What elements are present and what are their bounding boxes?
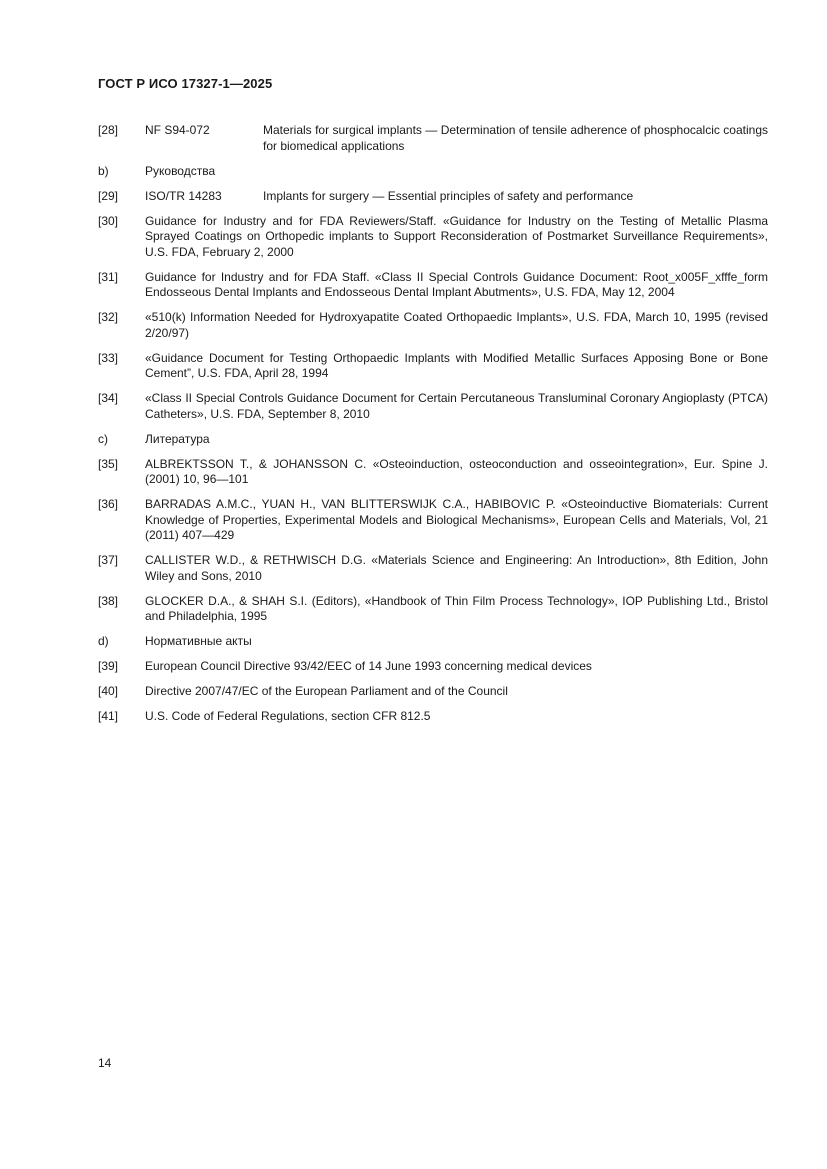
reference-number: [35] <box>98 456 119 471</box>
reference-item <box>98 270 768 301</box>
section-title: Руководства <box>145 163 216 178</box>
reference-number: [32] <box>98 310 119 324</box>
reference-item <box>98 709 768 725</box>
reference-number: [28] <box>98 123 119 137</box>
reference-text: European Council Directive 93/42/EEC of 14 June 1993 concerning medical devices <box>145 659 592 673</box>
reference-number: [41] <box>98 709 119 723</box>
reference-code: NF S94-072 <box>145 123 210 137</box>
reference-text: Directive 2007/47/EC of the European Parliament and of the Council <box>145 684 508 698</box>
reference-number: [33] <box>98 350 119 365</box>
section-letter: b) <box>98 163 109 178</box>
reference-text: «Class II Special Controls Guidance Document for Certain Percutaneous Transluminal Coronary Angioplasty (PTCA) Catheters», U.S. FDA, September 8, 2010 <box>145 391 768 421</box>
section-title: Нормативные акты <box>145 634 252 648</box>
reference-text: BARRADAS A.M.C., YUAN H., VAN BLITTERSWIJK C.A., HABIBOVIC P. «Osteoinductive Biomaterials: Current Knowledge of Properties, Experimental Models and Biological Mechanisms», European Cells and Materials, Vol, 21 (2011) 407—429 <box>145 497 768 542</box>
reference-list <box>98 123 768 734</box>
section-heading <box>98 432 768 448</box>
reference-item <box>98 659 768 675</box>
section-letter: d) <box>98 634 109 648</box>
section-heading <box>98 634 768 650</box>
reference-text: Guidance for Industry and for FDA Staff. «Class II Special Controls Guidance Document: Root_x005F_xfffe_form Endosseous Dental Implants and Endosseous Dental Implant Abutments», U.S. FDA, May 12, 2004 <box>145 269 768 299</box>
reference-item <box>98 123 768 154</box>
reference-item <box>98 391 768 422</box>
reference-item <box>98 189 768 205</box>
section-title: Литература <box>145 431 210 446</box>
reference-text: GLOCKER D.A., & SHAH S.I. (Editors), «Handbook of Thin Film Process Technology», IOP Publishing Ltd., Bristol and Philadelphia, 1995 <box>145 593 768 623</box>
reference-item <box>98 310 768 341</box>
reference-item <box>98 457 768 488</box>
reference-text: Materials for surgical implants — Determination of tensile adherence of phosphocalcic coatings for biomedical applications <box>263 123 768 153</box>
reference-item <box>98 594 768 625</box>
reference-text: U.S. Code of Federal Regulations, section CFR 812.5 <box>145 709 431 723</box>
reference-number: [30] <box>98 213 119 228</box>
reference-code: ISO/TR 14283 <box>145 188 222 203</box>
reference-text: «510(k) Information Needed for Hydroxyapatite Coated Orthopaedic Implants», U.S. FDA, March 10, 1995 (revised 2/20/97) <box>145 310 768 340</box>
reference-number: [38] <box>98 593 119 608</box>
page-number: 14 <box>98 1056 112 1070</box>
document-header: ГОСТ Р ИСО 17327-1—2025 <box>98 76 273 91</box>
reference-number: [31] <box>98 269 119 284</box>
reference-number: [36] <box>98 497 119 511</box>
reference-number: [29] <box>98 188 119 203</box>
section-letter: c) <box>98 431 108 446</box>
reference-text: ALBREKTSSON T., & JOHANSSON C. «Osteoinduction, osteoconduction and osseointegration», Eur. Spine J. (2001) 10, 96—101 <box>145 456 768 486</box>
reference-text: Implants for surgery — Essential principles of safety and performance <box>263 188 634 203</box>
reference-number: [37] <box>98 553 119 567</box>
reference-item <box>98 553 768 584</box>
reference-text: «Guidance Document for Testing Orthopaedic Implants with Modified Metallic Surfaces Apposing Bone or Bone Cement”, U.S. FDA, April 28, 1994 <box>145 350 768 380</box>
section-heading <box>98 164 768 180</box>
reference-item <box>98 497 768 544</box>
reference-text: Guidance for Industry and for FDA Reviewers/Staff. «Guidance for Industry on the Testing of Metallic Plasma Sprayed Coatings on Orthopedic implants to Support Reconsideration of Postmarket Surveillance Requirements», U.S. FDA, February 2, 2000 <box>145 213 768 259</box>
reference-item <box>98 684 768 700</box>
reference-number: [39] <box>98 659 119 673</box>
reference-number: [34] <box>98 391 119 405</box>
reference-number: [40] <box>98 684 119 698</box>
reference-item <box>98 351 768 382</box>
reference-item <box>98 214 768 261</box>
reference-text: CALLISTER W.D., & RETHWISCH D.G. «Materials Science and Engineering: An Introduction», 8th Edition, John Wiley and Sons, 2010 <box>145 553 768 583</box>
